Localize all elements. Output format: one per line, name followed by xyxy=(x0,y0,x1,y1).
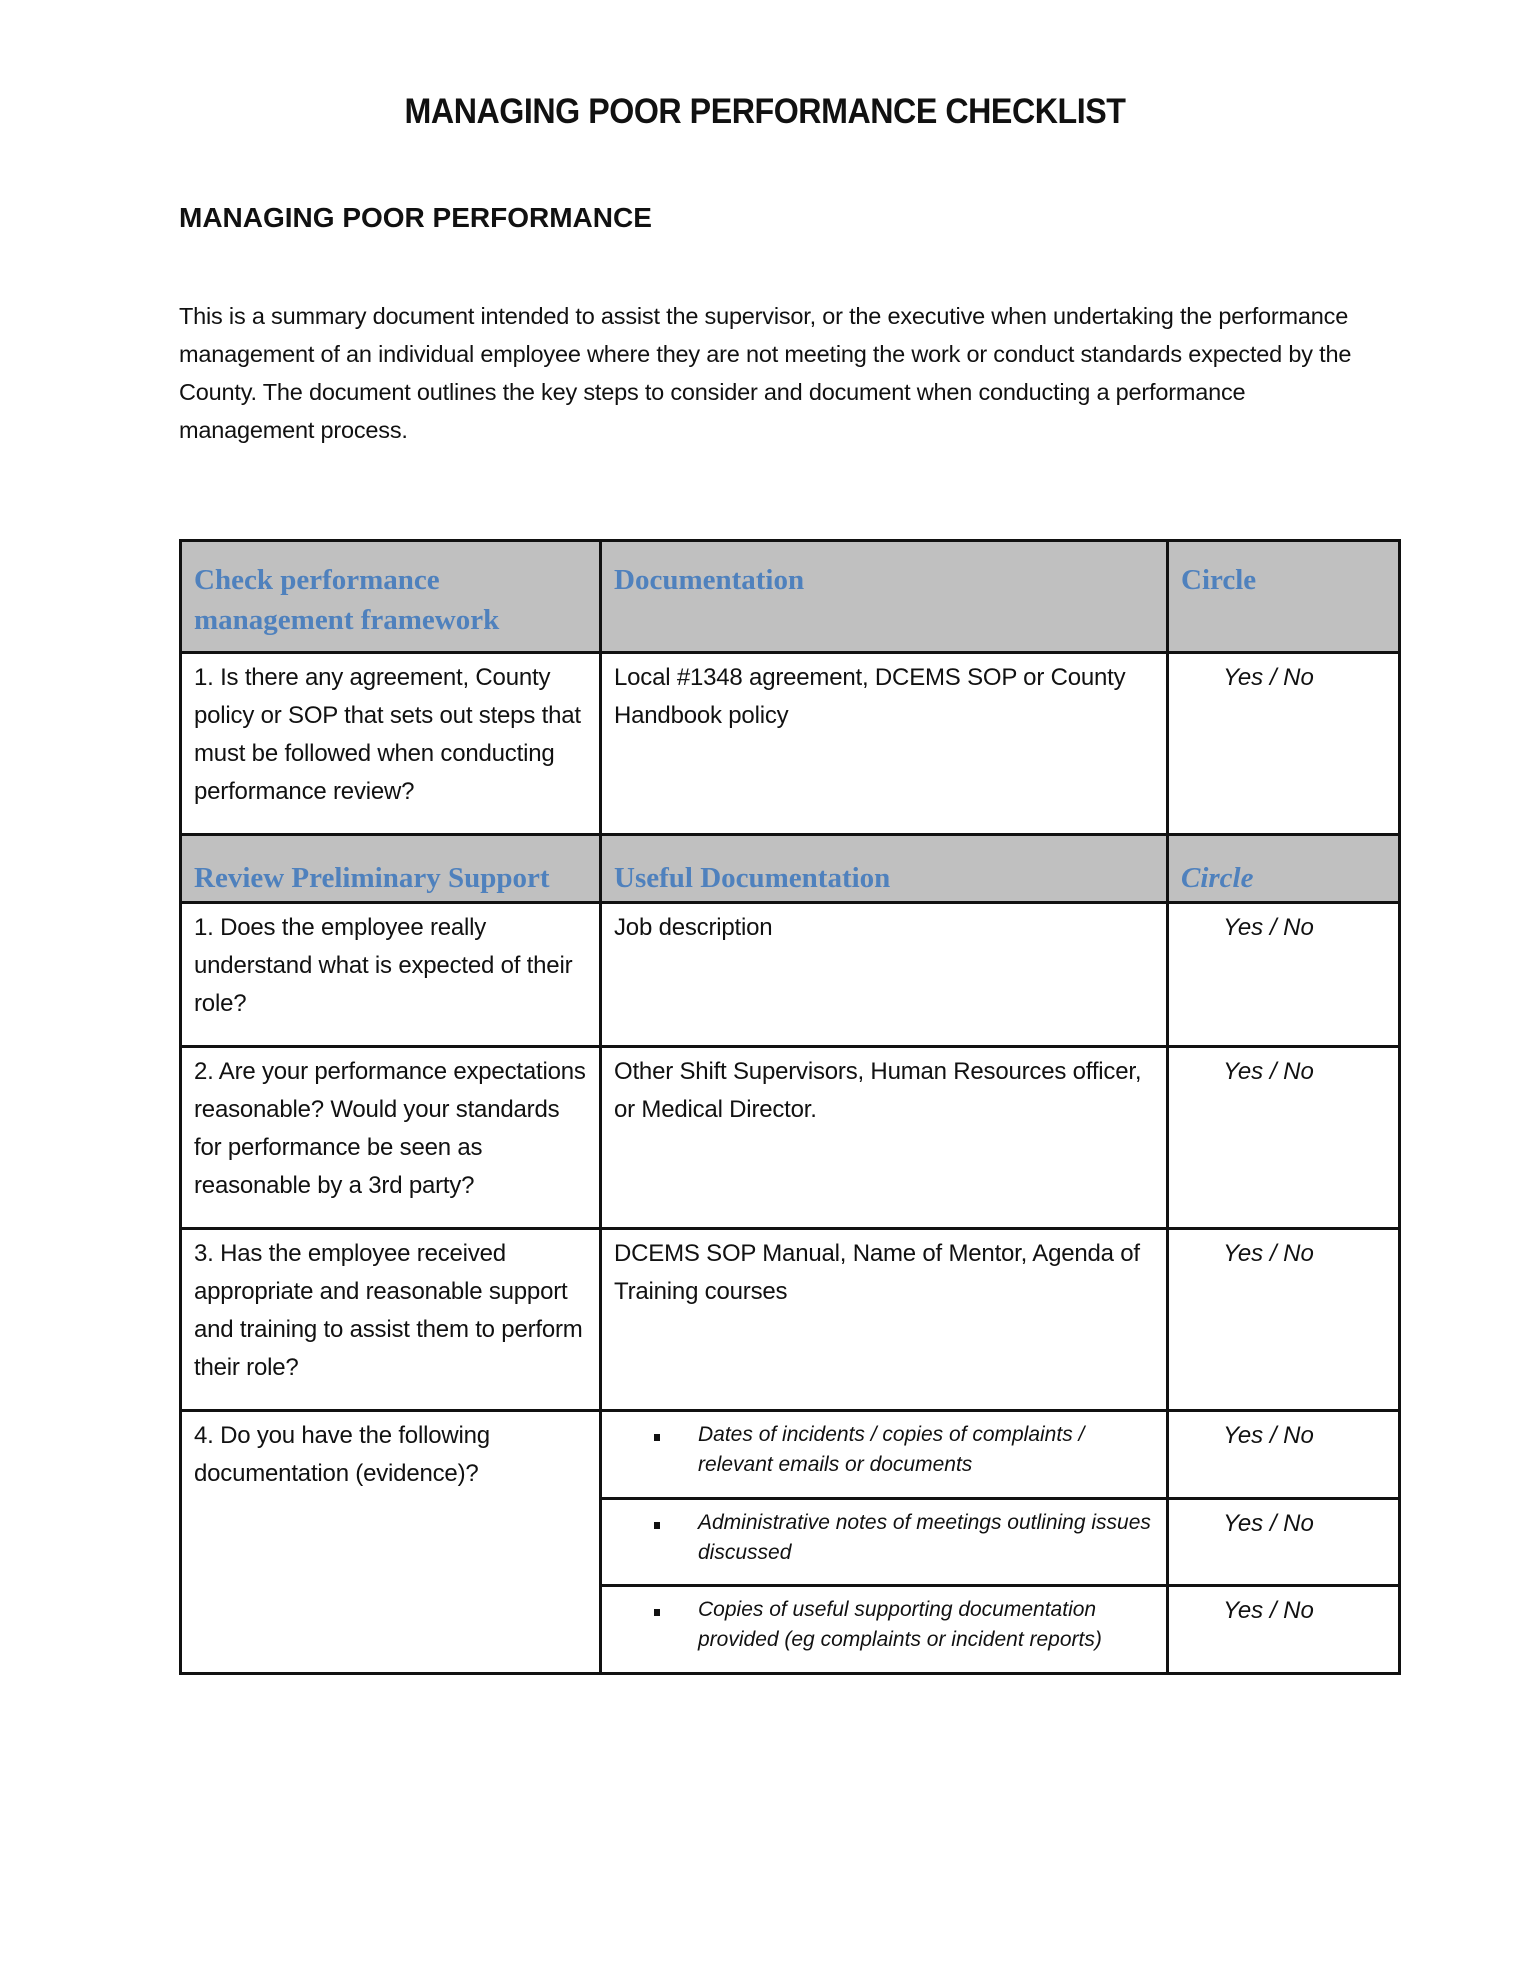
yes-no-choice[interactable]: Yes / No xyxy=(1223,914,1314,941)
documentation-cell: DCEMS SOP Manual, Name of Mentor, Agenda of Training courses xyxy=(614,1240,1140,1305)
documentation-cell: Other Shift Supervisors, Human Resources officer, or Medical Director. xyxy=(614,1058,1142,1123)
evidence-text: Administrative notes of meetings outlining issues discussed xyxy=(698,1511,1151,1564)
yes-no-choice[interactable]: Yes / No xyxy=(1223,1422,1314,1449)
yes-no-choice[interactable]: Yes / No xyxy=(1223,664,1314,691)
table-row xyxy=(181,1411,1400,1499)
table-row xyxy=(181,653,1400,835)
table-row xyxy=(181,1229,1400,1411)
document-title: MANAGING POOR PERFORMANCE CHECKLIST xyxy=(404,92,1126,131)
header-circle: Circle xyxy=(1181,564,1257,596)
checklist-table xyxy=(179,539,1401,1675)
section2-header-row xyxy=(181,835,1400,903)
documentation-cell: Job description xyxy=(614,914,773,941)
yes-no-choice[interactable]: Yes / No xyxy=(1223,1597,1314,1624)
yes-no-choice[interactable]: Yes / No xyxy=(1223,1058,1314,1085)
header-cell xyxy=(181,541,601,653)
question-cell: 1. Is there any agreement, County policy or SOP that sets out steps that must be followed when conducting performance review? xyxy=(194,664,581,805)
intro-paragraph: This is a summary document intended to assist the supervisor, or the executive when undertaking the performance management of an individual employee where they are not meeting the work or conduct standards expected by the County. The document outlines the key steps to consider and document when conducting a performance management process. xyxy=(179,303,1352,443)
evidence-item xyxy=(602,1500,1166,1582)
evidence-item xyxy=(602,1412,1166,1494)
header-review-support: Review Preliminary Support xyxy=(194,862,550,894)
evidence-text: Dates of incidents / copies of complaints / relevant emails or documents xyxy=(698,1423,1085,1476)
question-cell: 4. Do you have the following documentation (evidence)? xyxy=(194,1422,490,1487)
header-documentation: Documentation xyxy=(614,564,805,596)
header-framework: Check performance management framework xyxy=(194,564,500,636)
question-cell: 3. Has the employee received appropriate and reasonable support and training to assist them to perform their role? xyxy=(194,1240,583,1381)
section-subtitle: MANAGING POOR PERFORMANCE xyxy=(179,202,652,233)
yes-no-choice[interactable]: Yes / No xyxy=(1223,1510,1314,1537)
table-row xyxy=(181,1047,1400,1229)
documentation-cell: Local #1348 agreement, DCEMS SOP or County Handbook policy xyxy=(614,664,1126,729)
section1-header-row xyxy=(181,541,1400,653)
question-cell: 1. Does the employee really understand what is expected of their role? xyxy=(194,914,573,1017)
evidence-item xyxy=(602,1587,1166,1669)
header-circle: Circle xyxy=(1181,862,1254,894)
question-cell: 2. Are your performance expectations reasonable? Would your standards for performance be seen as reasonable by a 3rd party? xyxy=(194,1058,586,1199)
bullet-icon xyxy=(654,1522,660,1529)
header-cell xyxy=(601,541,1168,653)
yes-no-choice[interactable]: Yes / No xyxy=(1223,1240,1314,1267)
header-useful-documentation: Useful Documentation xyxy=(614,862,891,894)
bullet-icon xyxy=(654,1434,660,1441)
bullet-icon xyxy=(654,1609,660,1616)
evidence-text: Copies of useful supporting documentation provided (eg complaints or incident reports) xyxy=(698,1598,1102,1651)
header-cell xyxy=(1168,541,1400,653)
table-row xyxy=(181,903,1400,1047)
